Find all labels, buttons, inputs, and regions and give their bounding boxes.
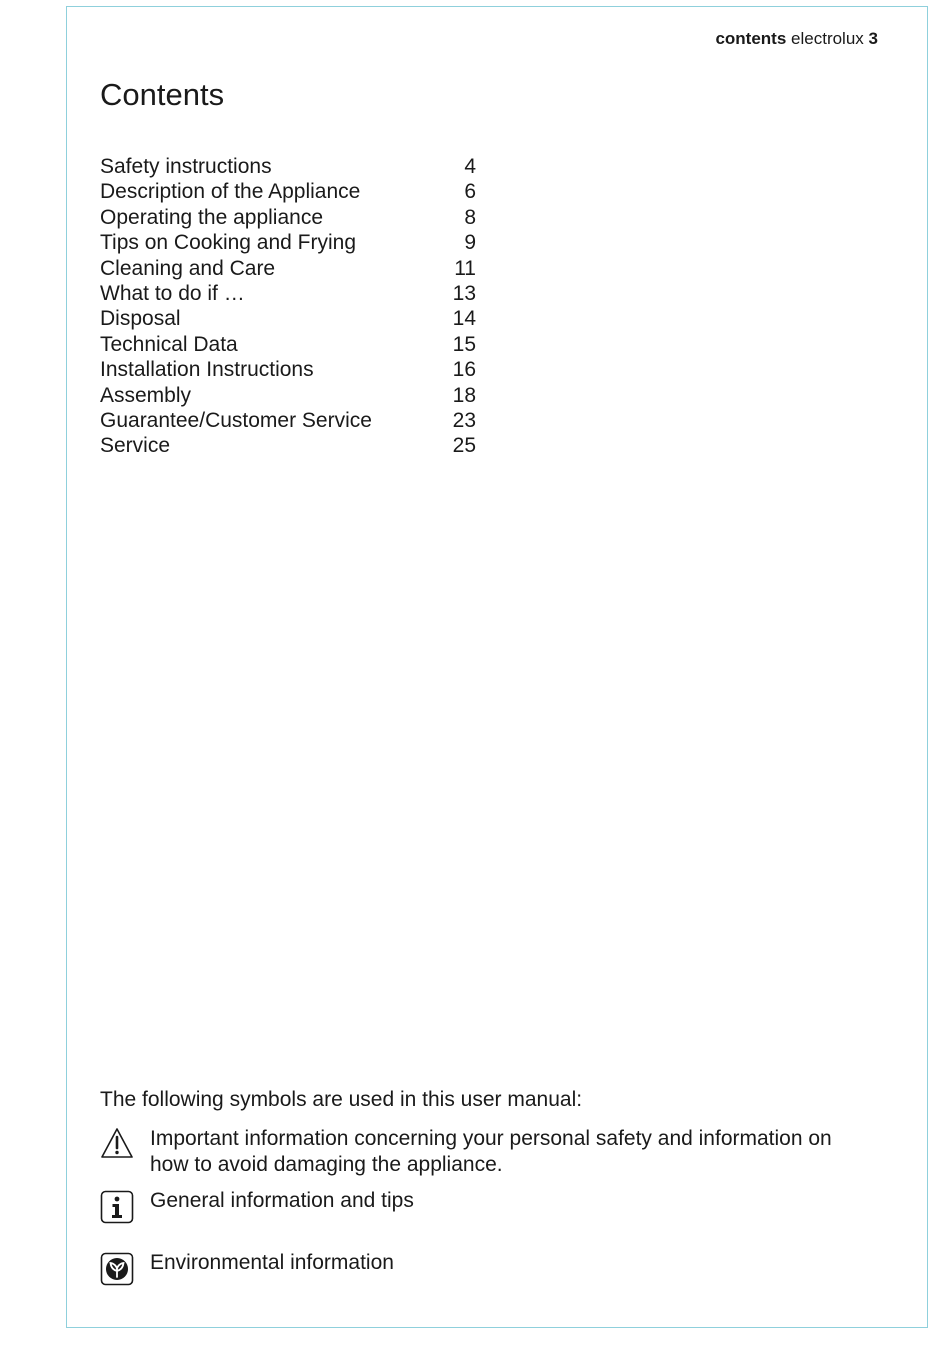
toc-label: Safety instructions — [100, 155, 272, 178]
toc-label: Disposal — [100, 307, 181, 331]
header-brand: electrolux — [791, 29, 864, 48]
toc-label: Operating the appliance — [100, 205, 323, 229]
toc-label: Guarantee/Customer Service — [100, 408, 372, 432]
toc-label: Description of the Appliance — [100, 180, 361, 204]
header-section: contents — [715, 29, 787, 48]
symbol-text-environment: Environmental information — [150, 1251, 394, 1274]
symbol-text-info: General information and tips — [150, 1189, 414, 1212]
toc-page: 9 — [464, 231, 476, 255]
toc-label: Assembly — [100, 383, 192, 407]
toc-page: 23 — [452, 408, 476, 432]
toc-row[interactable] — [100, 433, 480, 458]
toc-label: Tips on Cooking and Frying — [100, 231, 357, 255]
symbol-text-line: how to avoid damaging the appliance. — [150, 1152, 503, 1176]
toc-row[interactable] — [100, 154, 480, 179]
toc-page: 11 — [454, 256, 476, 280]
table-of-contents — [100, 154, 480, 459]
toc-page: 13 — [452, 281, 476, 305]
toc-page: 8 — [464, 205, 476, 229]
toc-page: 14 — [452, 307, 476, 331]
toc-row[interactable] — [100, 357, 480, 382]
toc-page: 25 — [452, 434, 476, 458]
toc-label: Service — [100, 434, 171, 458]
toc-label: Technical Data — [100, 332, 238, 356]
page-title: Contents — [100, 77, 225, 112]
toc-page: 15 — [452, 332, 476, 356]
running-header — [715, 29, 878, 49]
toc-row[interactable] — [100, 408, 480, 433]
toc-row[interactable] — [100, 332, 480, 357]
symbol-text-line: Important information concerning your personal safety and information on — [150, 1127, 832, 1150]
info-icon — [100, 1190, 134, 1224]
toc-row[interactable] — [100, 383, 480, 408]
toc-row[interactable] — [100, 256, 480, 281]
toc-row[interactable] — [100, 179, 480, 204]
toc-row[interactable] — [100, 281, 480, 306]
toc-row[interactable] — [100, 205, 480, 230]
header-page-number: 3 — [868, 29, 878, 48]
warning-triangle-icon — [100, 1126, 134, 1160]
symbol-text-warning — [150, 1126, 880, 1177]
toc-row[interactable] — [100, 230, 480, 255]
environment-icon — [100, 1252, 134, 1286]
toc-page: 18 — [452, 383, 476, 407]
toc-label: Cleaning and Care — [100, 256, 276, 280]
toc-label: What to do if … — [100, 281, 245, 305]
toc-page: 6 — [464, 180, 476, 204]
symbols-intro: The following symbols are used in this user manual: — [100, 1088, 583, 1111]
toc-label: Installation Instructions — [100, 358, 314, 382]
toc-page: 16 — [452, 358, 476, 382]
toc-row[interactable] — [100, 306, 480, 331]
toc-page: 4 — [464, 155, 476, 178]
